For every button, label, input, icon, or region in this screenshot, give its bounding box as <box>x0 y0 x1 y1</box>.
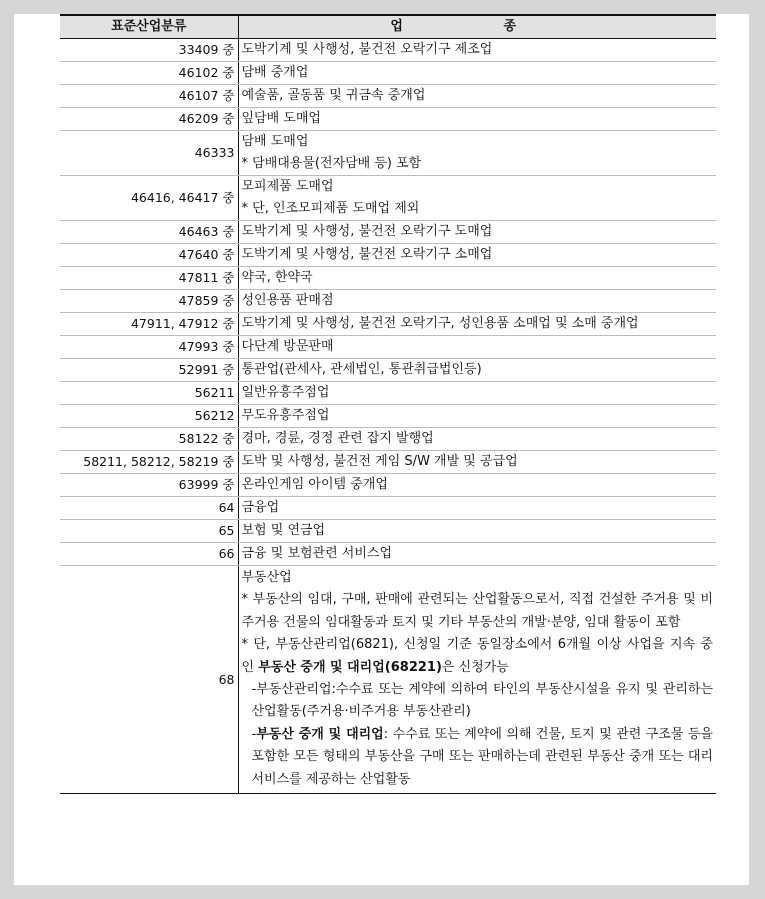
row-code: 65 <box>60 520 238 543</box>
row-code: 46463 중 <box>60 221 238 244</box>
table-row <box>60 474 716 497</box>
industry-name: 성인용품 판매점 <box>241 293 334 308</box>
exception-text: * 단, 부동산관리업(6821), 신청일 기준 동일장소에서 6개월 이상 사업을 지속 중인 <box>241 637 713 675</box>
industry-name: 도박기계 및 사행성, 불건전 오락기구, 성인용품 소매업 및 소매 중개업 <box>241 316 639 331</box>
table-row <box>60 39 716 62</box>
row-industry <box>238 520 716 543</box>
table-body <box>60 39 716 794</box>
industry-name: 모피제품 도매업 <box>241 179 334 194</box>
row-industry <box>238 359 716 382</box>
industry-note: * 단, 인조모피제품 도매업 제외 <box>241 201 420 216</box>
document-page <box>14 14 749 885</box>
row-industry <box>238 39 716 62</box>
table-row <box>60 405 716 428</box>
row-industry <box>238 221 716 244</box>
industry-name: 약국, 한약국 <box>241 270 313 285</box>
definition-dash: - <box>251 726 257 742</box>
row-code: 63999 중 <box>60 474 238 497</box>
row-code: 58122 중 <box>60 428 238 451</box>
industry-name: 보험 및 연금업 <box>241 523 326 538</box>
row-code: 64 <box>60 497 238 520</box>
table-row <box>60 108 716 131</box>
row-industry <box>238 451 716 474</box>
industry-name: 온라인게임 아이템 중개업 <box>241 477 388 492</box>
row-industry <box>238 313 716 336</box>
definition-property-management: -부동산관리업:수수료 또는 계약에 의하여 타인의 부동산시설을 유지 및 관리하는 산업활동(주거용·비주거용 부동산관리) <box>251 682 713 720</box>
definition-brokerage-term: 부동산 중개 및 대리업 <box>256 726 384 742</box>
industry-note: * 담배대용물(전자담배 등) 포함 <box>241 156 422 171</box>
industry-note: * 부동산의 임대, 구매, 판매에 관련되는 산업활동으로서, 직접 건설한 주거용 및 비주거용 건물의 임대활동과 토지 및 기타 부동산의 개발·분양, 임대 활동이 포함 <box>241 592 713 630</box>
row-industry <box>238 336 716 359</box>
row-industry <box>238 497 716 520</box>
table-row <box>60 428 716 451</box>
table-row <box>60 290 716 313</box>
row-industry <box>238 290 716 313</box>
header-code: 표준산업분류 <box>60 15 238 39</box>
row-code: 33409 중 <box>60 39 238 62</box>
table-row <box>60 244 716 267</box>
row-industry <box>238 244 716 267</box>
row-industry <box>238 131 716 176</box>
row-code: 58211, 58212, 58219 중 <box>60 451 238 474</box>
industry-name: 도박기계 및 사행성, 불건전 오락기구 소매업 <box>241 247 493 262</box>
industry-name: 통관업(관세사, 관세법인, 통관취급법인등) <box>241 362 482 377</box>
row-industry <box>238 543 716 566</box>
industry-classification-table <box>60 14 716 794</box>
table-row <box>60 131 716 176</box>
industry-name: 담배 중개업 <box>241 65 309 80</box>
table-row <box>60 62 716 85</box>
row-industry <box>238 108 716 131</box>
table-row <box>60 497 716 520</box>
definition-brokerage <box>242 724 714 791</box>
industry-name: 부동산업 <box>241 570 292 585</box>
industry-name: 무도유흥주점업 <box>241 408 330 423</box>
row-industry <box>238 267 716 290</box>
row-code: 46416, 46417 중 <box>60 176 238 221</box>
row-industry <box>238 62 716 85</box>
table-row <box>60 336 716 359</box>
row-code: 47911, 47912 중 <box>60 313 238 336</box>
industry-name: 예술품, 골동품 및 귀금속 중개업 <box>241 88 426 103</box>
definition-brokerage-text: : 수수료 또는 계약에 의해 건물, 토지 및 관련 구조물 등을 포함한 모든 형태의 부동산을 구매 또는 판매하는데 관련된 부동산 중개 또는 대리 서비스를 제공하는 산업활동 <box>251 726 713 787</box>
row-industry <box>238 428 716 451</box>
row-industry <box>238 474 716 497</box>
row-industry <box>238 176 716 221</box>
table-row <box>60 313 716 336</box>
industry-name: 도박기계 및 사행성, 불건전 오락기구 제조업 <box>241 42 493 57</box>
row-industry <box>238 85 716 108</box>
table-row-real-estate <box>60 566 716 794</box>
header-industry: 업 종 <box>238 15 716 39</box>
industry-name: 도박기계 및 사행성, 불건전 오락기구 도매업 <box>241 224 493 239</box>
table-row <box>60 451 716 474</box>
industry-name: 경마, 경륜, 경정 관련 잡지 발행업 <box>241 431 434 446</box>
row-code: 46209 중 <box>60 108 238 131</box>
row-code: 56211 <box>60 382 238 405</box>
table-row <box>60 85 716 108</box>
exception-highlight: 부동산 중개 및 대리업(68221) <box>258 659 442 675</box>
row-code: 47811 중 <box>60 267 238 290</box>
table-row <box>60 267 716 290</box>
exception-suffix: 은 신청가능 <box>441 659 509 675</box>
row-code: 47993 중 <box>60 336 238 359</box>
row-industry <box>238 382 716 405</box>
table-header-row <box>60 15 716 39</box>
industry-name: 금융업 <box>241 500 280 515</box>
industry-note-exception <box>242 634 714 679</box>
table-row <box>60 520 716 543</box>
industry-name: 일반유흥주점업 <box>241 385 330 400</box>
table-row <box>60 543 716 566</box>
industry-name: 도박 및 사행성, 불건전 게임 S/W 개발 및 공급업 <box>241 454 518 469</box>
row-code: 46333 <box>60 131 238 176</box>
table-row <box>60 221 716 244</box>
table-row <box>60 176 716 221</box>
industry-name: 잎담배 도매업 <box>241 111 321 126</box>
row-industry <box>238 405 716 428</box>
row-code: 68 <box>60 566 238 794</box>
row-code: 47859 중 <box>60 290 238 313</box>
row-industry <box>238 566 716 794</box>
row-code: 47640 중 <box>60 244 238 267</box>
row-code: 46102 중 <box>60 62 238 85</box>
row-code: 66 <box>60 543 238 566</box>
row-code: 52991 중 <box>60 359 238 382</box>
table-row <box>60 359 716 382</box>
industry-name: 금융 및 보험관련 서비스업 <box>241 546 393 561</box>
industry-name: 담배 도매업 <box>241 134 309 149</box>
row-code: 46107 중 <box>60 85 238 108</box>
row-code: 56212 <box>60 405 238 428</box>
industry-name: 다단계 방문판매 <box>241 339 334 354</box>
table-row <box>60 382 716 405</box>
